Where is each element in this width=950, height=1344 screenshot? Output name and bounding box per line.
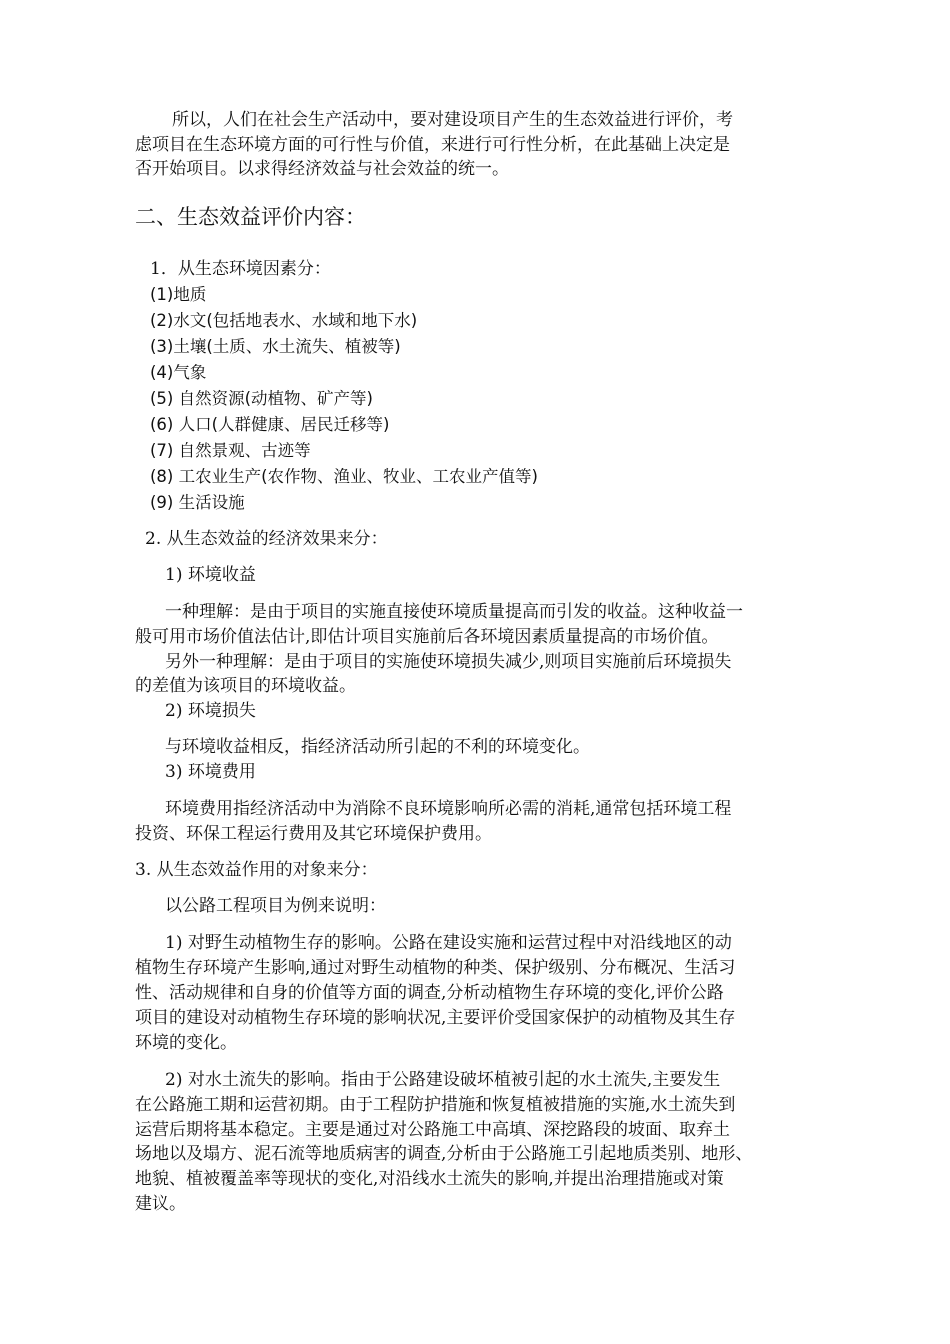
part2-sub1-line: 的差值为该项目的环境收益。 bbox=[135, 676, 356, 696]
part3-para1-line: 项目的建设对动植物生存环境的影响状况,主要评价受国家保护的动植物及其生存 bbox=[135, 1008, 736, 1028]
intro-line: 否开始项目。以求得经济效益与社会效益的统一。 bbox=[135, 159, 509, 179]
part3-para2-line: 在公路施工期和运营初期。由于工程防护措施和恢复植被措施的实施,水土流失到 bbox=[135, 1095, 736, 1115]
part2-sub3-line: 投资、环保工程运行费用及其它环境保护费用。 bbox=[135, 824, 492, 844]
part2-sub3-line: 环境费用指经济活动中为消除不良环境影响所必需的消耗,通常包括环境工程 bbox=[165, 799, 732, 819]
part1-item: (9) 生活设施 bbox=[150, 493, 245, 512]
part2-title: 2. 从生态效益的经济效果来分： bbox=[145, 529, 388, 549]
part3-title: 3. 从生态效益作用的对象来分： bbox=[135, 860, 378, 880]
section-title: 二、生态效益评价内容： bbox=[135, 205, 366, 229]
part2-sub1-line: 般可用市场价值法估计,即估计项目实施前后各环境因素质量提高的市场价值。 bbox=[135, 627, 719, 647]
part3-example: 以公路工程项目为例来说明： bbox=[165, 896, 386, 916]
part1-title: 1．从生态环境因素分： bbox=[150, 259, 331, 279]
part2-sub2-title: 2) 环境损失 bbox=[165, 701, 256, 721]
part3-para2-line: 建议。 bbox=[135, 1194, 186, 1214]
part3-para1-line: 1) 对野生动植物生存的影响。公路在建设实施和运营过程中对沿线地区的动 bbox=[165, 933, 732, 953]
part1-item: (6) 人口(人群健康、居民迁移等) bbox=[150, 415, 390, 434]
part2-sub1-line: 另外一种理解：是由于项目的实施使环境损失减少,则项目实施前后环境损失 bbox=[165, 652, 732, 672]
part2-sub1-line: 一种理解：是由于项目的实施直接使环境质量提高而引发的收益。这种收益一 bbox=[165, 602, 743, 622]
part1-item: (4)气象 bbox=[150, 363, 207, 382]
part3-para1-line: 性、活动规律和自身的价值等方面的调查,分析动植物生存环境的变化,评价公路 bbox=[135, 983, 724, 1003]
part1-item: (8) 工农业生产(农作物、渔业、牧业、工农业产值等) bbox=[150, 467, 538, 486]
part1-item: (7) 自然景观、古迹等 bbox=[150, 441, 311, 460]
intro-line: 虑项目在生态环境方面的可行性与价值，来进行可行性分析，在此基础上决定是 bbox=[135, 135, 730, 155]
part2-sub3-title: 3) 环境费用 bbox=[165, 762, 256, 782]
part3-para2-line: 场地以及塌方、泥石流等地质病害的调查,分析由于公路施工引起地质类别、地形、 bbox=[135, 1144, 753, 1164]
part3-para1-line: 环境的变化。 bbox=[135, 1033, 237, 1053]
part2-sub2-line: 与环境收益相反，指经济活动所引起的不利的环境变化。 bbox=[165, 737, 590, 757]
part3-para2-line: 2) 对水土流失的影响。指由于公路建设破坏植被引起的水土流失,主要发生 bbox=[165, 1070, 721, 1090]
part1-item: (3)土壤(土质、水土流失、植被等) bbox=[150, 337, 401, 356]
part3-para2-line: 地貌、植被覆盖率等现状的变化,对沿线水土流失的影响,并提出治理措施或对策 bbox=[135, 1169, 724, 1189]
part1-item: (1)地质 bbox=[150, 285, 207, 304]
part3-para2-line: 运营后期将基本稳定。主要是通过对公路施工中高填、深挖路段的坡面、取弃土 bbox=[135, 1120, 730, 1140]
part2-sub1-title: 1) 环境收益 bbox=[165, 565, 256, 585]
intro-line: 所以，人们在社会生产活动中，要对建设项目产生的生态效益进行评价，考 bbox=[172, 110, 733, 130]
part3-para1-line: 植物生存环境产生影响,通过对野生动植物的种类、保护级别、分布概况、生活习 bbox=[135, 958, 736, 978]
part1-item: (2)水文(包括地表水、水域和地下水) bbox=[150, 311, 418, 330]
part1-item: (5) 自然资源(动植物、矿产等) bbox=[150, 389, 373, 408]
